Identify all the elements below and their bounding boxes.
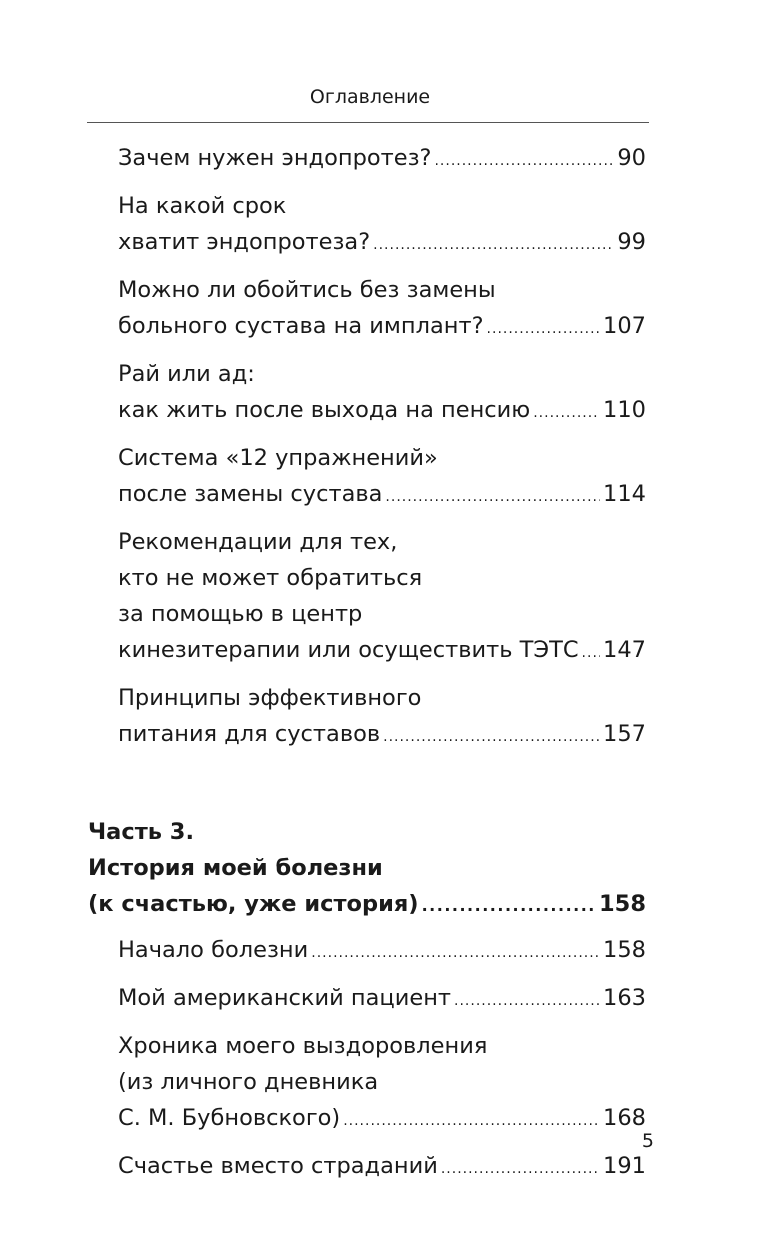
toc-line	[0, 524, 646, 560]
toc-title: больного сустава на имплант?	[118, 313, 484, 339]
toc-line	[0, 680, 646, 716]
toc-line	[0, 980, 646, 1016]
toc-entry[interactable]	[0, 932, 768, 968]
part-label: Часть 3.	[88, 819, 195, 845]
toc-title: Зачем нужен эндопротез?	[118, 145, 432, 171]
toc-line	[0, 932, 646, 968]
dot-leader	[373, 227, 614, 263]
toc-title: (из личного дневника	[118, 1069, 379, 1095]
running-head: Оглавление	[309, 86, 431, 108]
toc-line	[0, 814, 646, 850]
toc-page-number: 157	[603, 721, 646, 747]
toc-line	[0, 1064, 646, 1100]
toc-entry[interactable]	[0, 188, 768, 260]
toc-page-number: 158	[603, 937, 646, 963]
toc-page-number: 158	[599, 891, 646, 917]
toc-title: питания для суставов	[118, 721, 381, 747]
toc-line	[0, 140, 646, 176]
toc-entry[interactable]	[0, 980, 768, 1016]
toc-line	[0, 716, 646, 752]
toc-title: Начало болезни	[118, 937, 309, 963]
dot-leader	[311, 935, 600, 971]
toc-entry[interactable]	[0, 440, 768, 512]
dot-leader	[487, 311, 601, 347]
dot-leader	[582, 635, 601, 671]
toc-line	[0, 392, 646, 428]
dot-leader	[385, 479, 600, 515]
toc-line	[0, 596, 646, 632]
toc-title: за помощью в центр	[118, 601, 363, 627]
page-number: 5	[641, 1130, 654, 1152]
dot-leader	[533, 395, 600, 431]
dot-leader	[434, 143, 614, 179]
part-title: История моей болезни	[88, 855, 383, 881]
toc-title: Счастье вместо страданий	[118, 1153, 438, 1179]
toc-entry[interactable]	[0, 272, 768, 344]
toc-line	[0, 850, 646, 886]
toc-title: хватит эндопротеза?	[118, 229, 371, 255]
toc-line	[0, 1028, 646, 1064]
toc-entry[interactable]	[0, 356, 768, 428]
toc-page-number: 163	[603, 985, 646, 1011]
toc-line	[0, 886, 646, 922]
toc-entry[interactable]	[0, 524, 768, 668]
toc-title: Система «12 упражнений»	[118, 445, 438, 471]
part-title: (к счастью, уже история)	[88, 891, 419, 917]
toc-line	[0, 308, 646, 344]
toc-title: С. М. Бубновского)	[118, 1105, 341, 1131]
dot-leader	[383, 719, 600, 755]
toc-entry[interactable]	[0, 1028, 768, 1136]
toc-entry[interactable]	[0, 1148, 768, 1184]
toc-line	[0, 188, 646, 224]
table-of-contents	[0, 140, 768, 1196]
toc-title: кто не может обратиться	[118, 565, 423, 591]
toc-line	[0, 440, 646, 476]
toc-page-number: 110	[603, 397, 646, 423]
toc-line	[0, 272, 646, 308]
toc-title: кинезитерапии или осуществить ТЭТС	[118, 637, 579, 663]
toc-line	[0, 1148, 646, 1184]
toc-page-number: 90	[617, 145, 646, 171]
toc-title: после замены сустава	[118, 481, 383, 507]
toc-title: Мой американский пациент	[118, 985, 452, 1011]
toc-title: На какой срок	[118, 193, 287, 219]
dot-leader	[454, 983, 600, 1019]
toc-page-number: 191	[603, 1153, 646, 1179]
toc-line	[0, 1100, 646, 1136]
dot-leader	[422, 888, 596, 924]
toc-line	[0, 356, 646, 392]
toc-title: Принципы эффективного	[118, 685, 422, 711]
toc-title: как жить после выхода на пенсию	[118, 397, 531, 423]
toc-page-number: 107	[603, 313, 646, 339]
toc-line	[0, 476, 646, 512]
toc-title: Можно ли обойтись без замены	[118, 277, 496, 303]
toc-line	[0, 560, 646, 596]
dot-leader	[441, 1151, 600, 1187]
toc-title: Рекомендации для тех,	[118, 529, 398, 555]
toc-entry[interactable]	[0, 140, 768, 176]
toc-page-number: 147	[603, 637, 646, 663]
toc-entry[interactable]	[0, 680, 768, 752]
dot-leader	[343, 1103, 600, 1139]
toc-page-number: 168	[603, 1105, 646, 1131]
toc-line	[0, 224, 646, 260]
toc-part-3[interactable]	[0, 814, 768, 922]
header-rule	[87, 122, 649, 123]
toc-title: Рай или ад:	[118, 361, 255, 387]
toc-title: Хроника моего выздоровления	[118, 1033, 488, 1059]
toc-page-number: 99	[617, 229, 646, 255]
toc-line	[0, 632, 646, 668]
toc-page-number: 114	[603, 481, 646, 507]
